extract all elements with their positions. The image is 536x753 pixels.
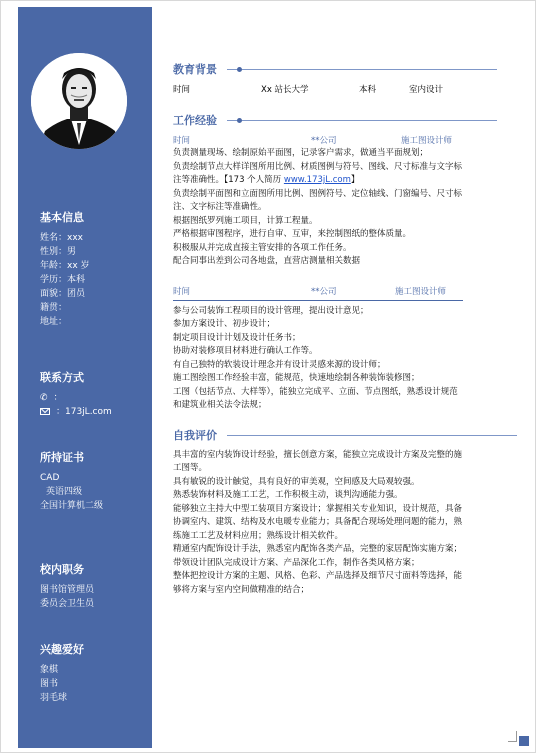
certificate-item: 全国计算机二级 [40,501,104,511]
duty-line: 负责测量现场、绘制原始平面图，记录客户需求，做通当平面规划； [173,148,429,158]
basic-info-title: 基本信息 [40,211,84,224]
education-school: Xx 站长大学 [261,85,309,95]
job-1-position: 施工图设计师 [401,136,453,146]
basic-info-line: 年龄：xx 岁 [40,261,90,271]
hobby-item: 羽毛球 [40,693,68,703]
job-1-duties [173,147,518,269]
section-rule [227,69,497,70]
education-section [173,61,518,96]
self-eval-line: 练施工工艺及材料应用；熟练设计相关软件。 [173,530,344,541]
self-eval-line: 具丰富的室内装饰设计经验，擅长创意方案，能独立完成设计方案及完整的施 [173,449,463,460]
duty-line: 参与公司装饰工程项目的设计管理，提出设计意见； [173,305,369,316]
self-eval-line: 工图等。 [173,463,208,473]
section-rule [227,120,497,121]
self-eval-line: 精通室内配饰设计手法，熟悉室内配饰各类产品，完整的家居配饰实施方案； [173,544,463,554]
basic-info-line: 面貌：团员 [40,289,86,299]
job-divider [173,300,463,301]
campus-role-item: 图书馆管理员 [40,585,95,595]
hobby-item: 图书 [40,679,59,689]
basic-info-line: 地址： [40,317,68,327]
duty-line: 注、文字标注等准确性。 [173,202,267,212]
self-eval-line: 协调室内、建筑、结构及水电暖专业能力；具备配合现场处理问题的能力，熟 [173,517,463,527]
duty-line: 积极服从并完成直接主管安排的各项工作任务。 [173,242,352,253]
duty-line: 负责绘制节点大样详图所用比例、材质图例与符号、图线、尺寸标准与文字标 [173,161,463,172]
work-title: 工作经验 [173,114,217,127]
self-eval-line: 整体把控设计方案的主题、风格、色彩、产品选择及细节尺寸面料等选择，能 [173,571,463,581]
job-2-duties [173,305,518,413]
contact-title: 联系方式 [40,371,84,384]
job-1-header [173,134,518,147]
duty-line: 和建筑业相关法令法规； [173,400,267,410]
main-content [173,61,518,597]
profile-photo [31,53,127,149]
work-section [173,112,518,413]
job-1 [173,134,518,269]
self-eval-header [173,427,518,445]
basic-info-line: 学历：本科 [40,275,86,285]
job-2-position: 施工图设计师 [395,286,447,297]
section-dot-icon [237,67,242,72]
duty-line: 参加方案设计、初步设计； [173,319,276,329]
duty-line: 严格根据审图程序，进行自审、互审，来控制图纸的整体质量。 [173,229,412,239]
section-rule [227,435,517,436]
contact-section [40,369,148,419]
phone-line [40,391,148,405]
hobbies-section [40,641,148,705]
duty-line: 有自己独特的软装设计理念并有设计灵感来源的设计师； [173,359,386,370]
self-eval-line: 具有敏锐的设计触觉，具有良好的审美观，空间感及大局观较强。 [173,476,420,487]
self-eval-line: 带领设计团队完成设计方案、产品深化工作，制作各类风格方案； [173,557,420,568]
email-icon [40,408,50,415]
duty-line: 注等准确性。【173 个人简历 www.173jL.com】 [173,175,360,185]
certificates-section [40,449,148,513]
education-row [173,83,518,96]
phone-icon: ✆ [40,393,48,403]
resume-site-link[interactable]: www.173jL.com [283,175,351,185]
self-eval-line: 熟悉装饰材料及施工工艺，工作积极主动，谈判沟通能力强。 [173,490,403,500]
education-title: 教育背景 [173,63,217,76]
education-major: 室内设计 [409,85,444,95]
duty-line: 施工图绘图工作经验丰富，能规范，快速地绘制各种装饰装修图； [173,373,420,383]
self-eval-section [173,427,518,598]
basic-info-line: 籍贯： [40,303,68,313]
self-eval-line: 够将方案与室内空间做精准的结合； [173,584,310,595]
duty-line: 制定项目设计计划及设计任务书； [173,332,301,343]
certificate-item: 英语四级 [46,487,83,497]
campus-role-item: 委员会卫生员 [40,599,95,609]
basic-info-section [40,209,148,329]
job-1-time: 时间 [173,136,191,146]
job-1-company: **公司 [311,136,337,146]
basic-info-line: 性别：男 [40,247,77,257]
job-2-company: **公司 [311,286,337,297]
self-eval-line: 能够独立主持大中型工装项目方案设计；掌握相关专业知识，设计规范，具备 [173,503,463,514]
campus-title: 校内职务 [40,563,84,576]
section-dot-icon [237,118,242,123]
email-value: ：173jL.com [56,407,112,417]
page-corner-mark [508,731,517,742]
education-header [173,61,518,79]
hobbies-title: 兴趣爱好 [40,643,84,656]
education-time: 时间 [173,85,191,95]
education-degree: 本科 [359,85,377,95]
duty-line: 根据图纸罗列施工项目，计算工程量。 [173,215,318,226]
duty-line: 负责绘制平面图和立面图所用比例、图例符号、定位轴线、门窗编号、尺寸标 [173,188,463,199]
job-2-time: 时间 [173,286,191,297]
sidebar [18,7,152,748]
work-header [173,112,518,130]
job-2 [173,285,518,413]
email-line [40,405,148,419]
self-eval-text [173,449,518,598]
page-corner-block [519,736,529,746]
phone-value: ： [53,393,63,403]
job-2-header [173,285,518,298]
basic-info-line: 姓名：xxx [40,233,83,243]
duty-line: 工图（包括节点、大样等），能独立完成平、立面、节点图纸，熟悉设计规范 [173,386,458,397]
certificate-item: CAD [40,473,60,483]
duty-line: 协助对装修项目材料进行确认工作等。 [173,346,318,356]
self-eval-title: 自我评价 [173,428,217,442]
campus-section [40,561,148,611]
hobby-item: 象棋 [40,665,59,675]
duty-line: 配合同事出差到公司各地盘，直营店测量相关数据 [173,256,361,266]
certificates-title: 所持证书 [40,451,84,464]
